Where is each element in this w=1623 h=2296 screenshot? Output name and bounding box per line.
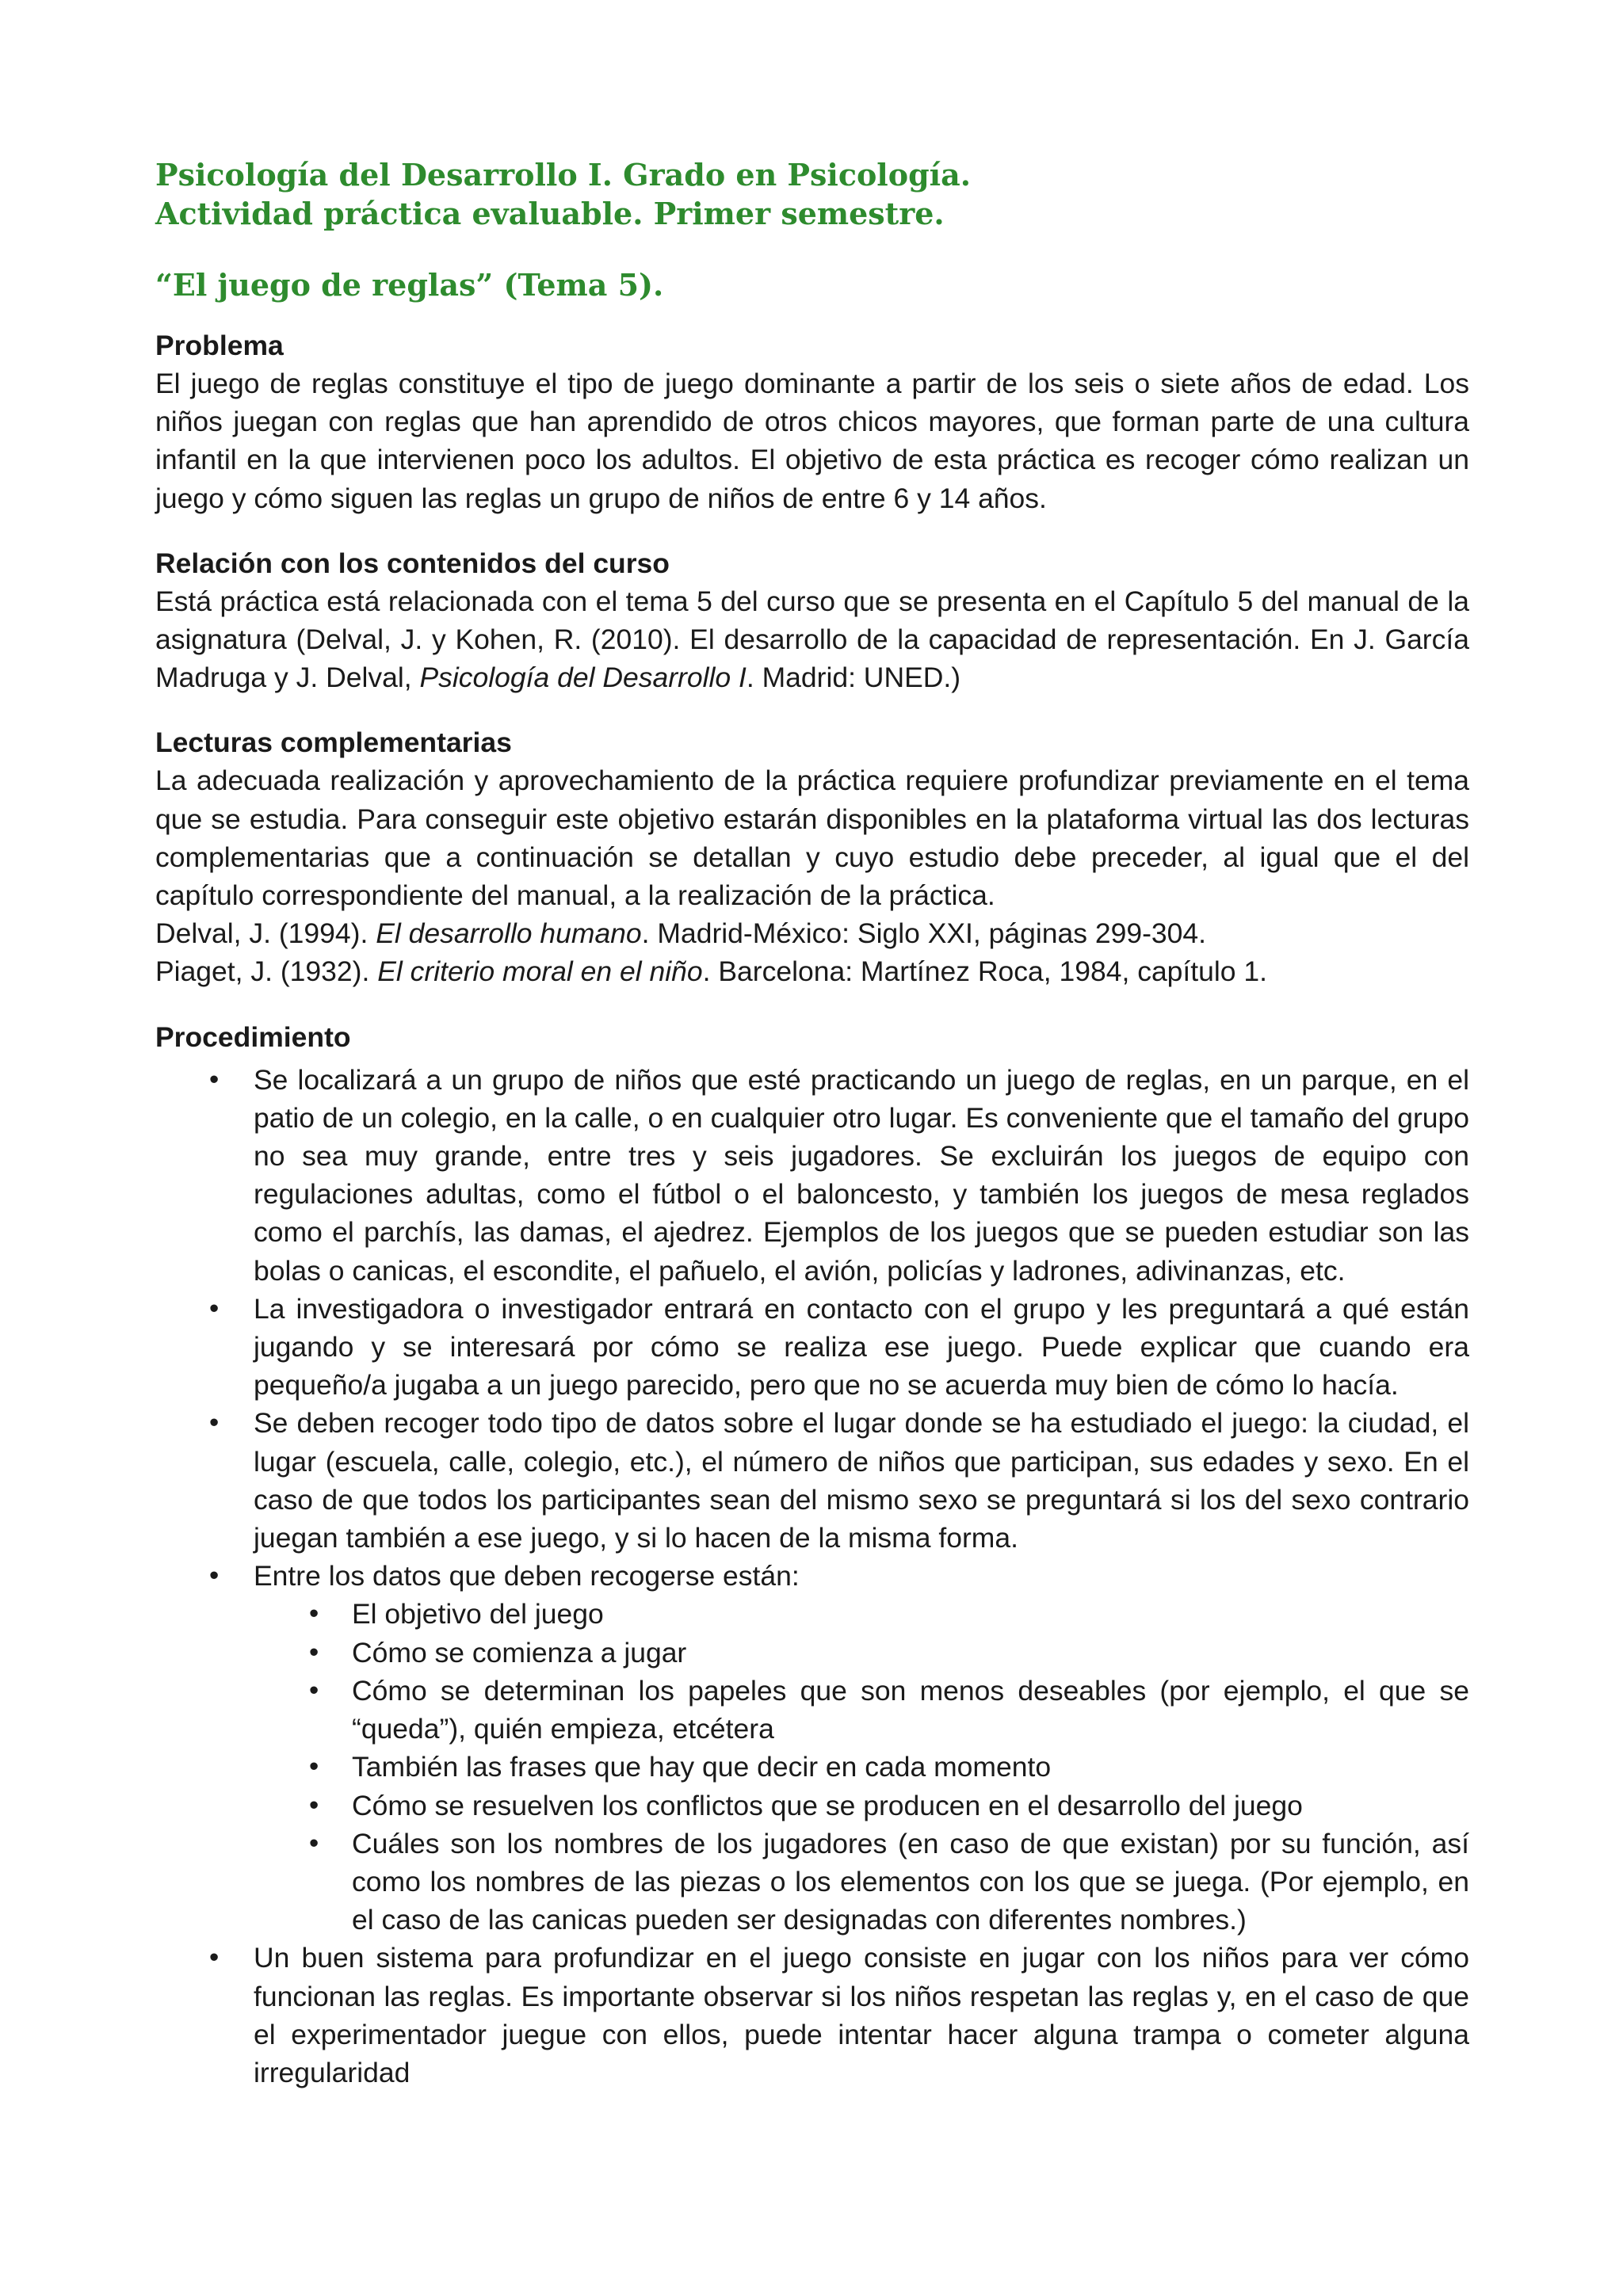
reference-1-title: El desarrollo humano (376, 917, 642, 950)
page-content (155, 155, 1469, 2092)
list-item: • Se localizará a un grupo de niños que esté practicando un juego de reglas, en un parque, en el patio de un colegio, en la calle, o en cualquier otro lugar. Es conveniente que el tamaño del grupo no sea muy grande, entre tres y seis jugadores. Se excluirán los juegos de equipo con regulaciones adultas, como el fútbol o el baloncesto, y también los juegos de mesa reglados como el parchís, las damas, el ajedrez. Ejemplos de los juegos que se pueden estudiar son las bolas o canicas, el escondite, el pañuelo, el avión, policías y ladrones, adivinanzas, etc. (155, 1061, 1469, 1290)
reference-2-publisher: . Barcelona: Martínez Roca, 1984, capítulo 1. (702, 955, 1267, 988)
problema-text: El juego de reglas constituye el tipo de juego dominante a partir de los seis o siete años de edad. Los niños juegan con reglas que han aprendido de otros chicos mayores, que forman parte de una cultura infantil en la que intervienen poco los adultos. El objetivo de esta práctica es recoger cómo realizan un juego y cómo siguen las reglas un grupo de niños de entre 6 y 14 años. (155, 368, 1469, 514)
relacion-book-title: Psicología del Desarrollo I (419, 662, 747, 694)
list-item: • Un buen sistema para profundizar en el juego consiste en jugar con los niños para ver cómo funcionan las reglas. Es importante observar si los niños respetan las reglas y, en el caso de que el experimentador juegue con ellos, puede intentar hacer alguna trampa o cometer alguna irregularidad (155, 1939, 1469, 2092)
procedure-list (155, 1061, 1469, 2092)
section-problema (155, 326, 1469, 517)
sub-list-item: • Cómo se determinan los papeles que son menos deseables (por ejemplo, el que se “queda”), quién empieza, etcétera (254, 1672, 1469, 1748)
list-item (155, 1557, 1469, 1939)
relacion-text (155, 582, 1469, 697)
reference-2 (155, 952, 1469, 990)
reference-2-author: Piaget, J. (1932). (155, 955, 378, 988)
section-lecturas (155, 723, 1469, 990)
section-relacion (155, 544, 1469, 697)
title-line-2: Actividad práctica evaluable. Primer semestre. (155, 196, 945, 231)
heading-problema: Problema (155, 330, 284, 361)
reference-2-title: El criterio moral en el niño (377, 955, 703, 988)
reference-1-publisher: . Madrid-México: Siglo XXI, páginas 299-304. (641, 917, 1207, 950)
title-line-1: Psicología del Desarrollo I. Grado en Psicología. (155, 157, 971, 193)
data-to-collect-list (254, 1595, 1469, 1939)
sub-list-item: • Cómo se resuelven los conflictos que se producen en el desarrollo del juego (254, 1787, 1469, 1825)
list-item: • Se deben recoger todo tipo de datos sobre el lugar donde se ha estudiado el juego: la ciudad, el lugar (escuela, calle, colegio, etc.), el número de niños que participan, sus edades y sexo. En el caso de que todos los participantes sean del mismo sexo se preguntará si los del sexo contrario juegan también a ese juego, y si lo hacen de la misma forma. (155, 1404, 1469, 1557)
sub-list-item: • El objetivo del juego (254, 1595, 1469, 1633)
relacion-text-post: . Madrid: UNED.) (746, 662, 961, 694)
document-subtitle: “El juego de reglas” (Tema 5). (155, 267, 664, 303)
sub-list-item: • Cómo se comienza a jugar (254, 1634, 1469, 1672)
sub-list-item: • Cuáles son los nombres de los jugadores (en caso de que existan) por su función, así como los nombres de las piezas o los elementos con los que se juega. (Por ejemplo, en el caso de las canicas pueden ser designadas con diferentes nombres.) (254, 1825, 1469, 1939)
sub-list-item: • También las frases que hay que decir en cada momento (254, 1748, 1469, 1786)
reference-1 (155, 914, 1469, 952)
list-item-text: Entre los datos que deben recogerse están: (254, 1560, 800, 1592)
section-procedimiento (155, 1018, 1469, 2092)
heading-procedimiento: Procedimiento (155, 1020, 351, 1053)
relacion-text-pre: Está práctica está relacionada con el tema 5 del curso que se presenta en el Capítulo 5 del manual de la asignatura (Delval, J. y Kohen, R. (2010). El desarrollo de la capacidad de representación. En J. García Madruga y J. Delval, (155, 585, 1469, 694)
list-item: • La investigadora o investigador entrará en contacto con el grupo y les preguntará a qué están jugando y se interesará por cómo se realiza ese juego. Puede explicar que cuando era pequeño/a jugaba a un juego parecido, pero que no se acuerda muy bien de cómo lo hacía. (155, 1290, 1469, 1405)
heading-lecturas: Lecturas complementarias (155, 727, 512, 759)
heading-relacion: Relación con los contenidos del curso (155, 547, 670, 579)
reference-1-author: Delval, J. (1994). (155, 917, 376, 950)
lecturas-text: La adecuada realización y aprovechamiento de la práctica requiere profundizar previamente en el tema que se estudia. Para conseguir este objetivo estarán disponibles en la plataforma virtual las dos lecturas complementarias que a continuación se detallan y cuyo estudio debe preceder, al igual que el del capítulo correspondiente del manual, a la realización de la práctica. (155, 765, 1469, 912)
